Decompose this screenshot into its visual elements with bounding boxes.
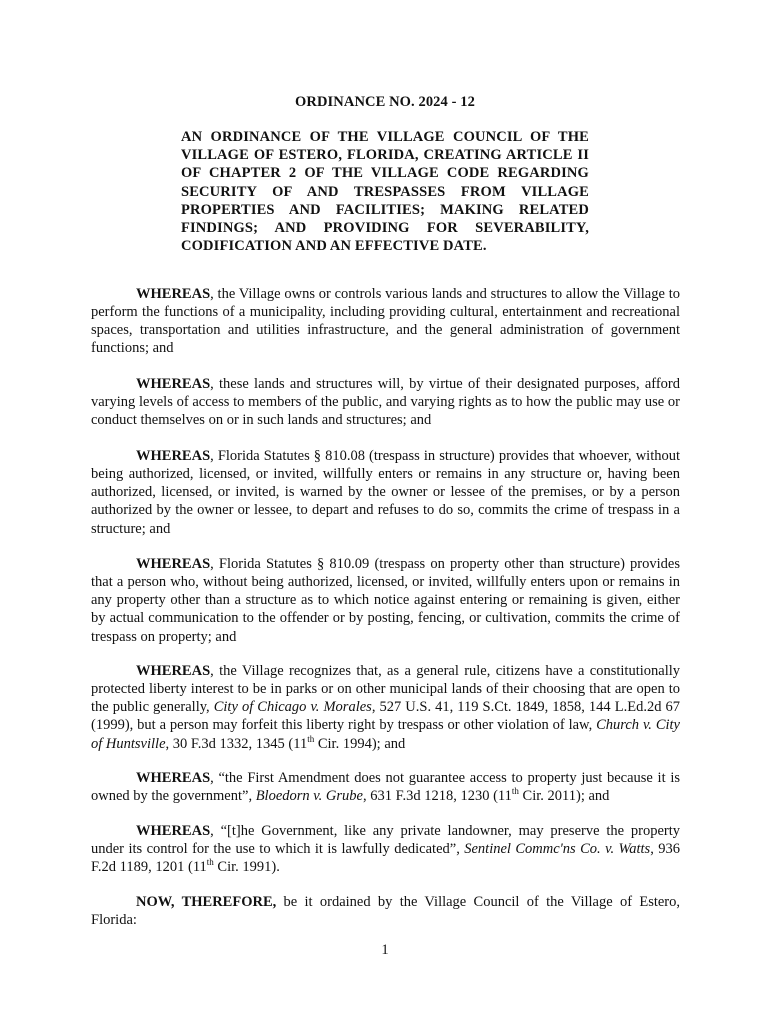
recital-paragraph-3: [91, 447, 680, 538]
ordaining-lead: NOW, THEREFORE,: [136, 893, 277, 910]
recital-text: Cir. 1994); and: [314, 735, 406, 752]
recital-paragraph-4: [91, 555, 680, 646]
recital-lead: WHEREAS: [136, 662, 211, 679]
recital-text: , 30 F.3d 1332, 1345 (11: [165, 735, 308, 752]
recital-text: , the Village recognizes that, as a general rule, citizens have a constitutionally protected liberty interest to be in parks or on other municipal lands of their choosing that are open to the public generally,: [91, 662, 680, 716]
recital-text: , the Village owns or controls various lands and structures to allow the Village to perform the functions of a municipality, including providing cultural, entertainment and recreational spaces, transportation and utilities infrastructure, and the general administration of government functions; and: [91, 285, 680, 357]
recital-text: , these lands and structures will, by virtue of their designated purposes, afford varying levels of access to members of the public, and varying rights as to how the public may use or conduct themselves on or in such lands and structures; and: [91, 375, 680, 429]
recital-paragraph-1: [91, 285, 680, 358]
ordinance-title: AN ORDINANCE OF THE VILLAGE COUNCIL OF THE VILLAGE OF ESTERO, FLORIDA, CREATING ARTICLE II OF CHAPTER 2 OF THE VILLAGE CODE REGARDING SECURITY OF AND TRESPASSES FROM VILLAGE PROPERTIES AND FACILITIES; MAKING RELATED FINDINGS; AND PROVIDING FOR SEVERABILITY, CODIFICATION AND AN EFFECTIVE DATE.: [181, 129, 589, 255]
ordinal-suffix: th: [206, 857, 214, 868]
recital-paragraph-6: [91, 769, 680, 806]
ordinance-number: ORDINANCE NO. 2024 - 12: [295, 94, 475, 110]
ordinal-suffix: th: [511, 785, 519, 796]
recital-lead: WHEREAS: [136, 375, 211, 392]
case-citation: Church v. City of Huntsville: [91, 717, 680, 752]
recital-text: Cir. 2011); and: [518, 787, 610, 804]
recital-paragraph-7: [91, 822, 680, 877]
case-citation: Bloedorn v. Grube: [255, 787, 363, 804]
recital-text: , “the First Amendment does not guarantee access to property just because it is owned by the government”,: [91, 769, 680, 804]
recital-text: Cir. 1991).: [213, 859, 280, 876]
case-citation: City of Chicago v. Morales: [213, 699, 372, 716]
ordinal-suffix: th: [307, 733, 315, 744]
ordaining-paragraph: [91, 893, 680, 930]
recital-lead: WHEREAS: [136, 822, 211, 839]
case-citation: Sentinel Commc'ns Co. v. Watts: [464, 840, 651, 857]
recital-lead: WHEREAS: [136, 447, 211, 464]
recital-lead: WHEREAS: [136, 769, 211, 786]
ordaining-text: be it ordained by the Village Council of the Village of Estero, Florida:: [91, 893, 681, 928]
recital-text: , 631 F.3d 1218, 1230 (11: [362, 787, 512, 804]
recital-text: , “[t]he Government, like any private landowner, may preserve the property under its control for the use to which it is lawfully dedicated”,: [91, 822, 680, 857]
recital-text: , 527 U.S. 41, 119 S.Ct. 1849, 1858, 144 L.Ed.2d 67 (1999), but a person may forfeit this liberty right by trespass or other violation of law,: [91, 699, 680, 734]
recital-lead: WHEREAS: [136, 285, 211, 302]
recital-paragraph-5: [91, 662, 680, 753]
recital-paragraph-2: [91, 375, 680, 430]
recital-text: , Florida Statutes § 810.08 (trespass in structure) provides that whoever, without being authorized, licensed, or invited, willfully enters or remains in any structure or, having been authorized, licensed, or invited, is warned by the owner or lessee of the premises, or by a person authorized by the owner or lessee, to depart and refuses to do so, commits the crime of trespass in a structure; and: [91, 447, 680, 537]
recital-text: , Florida Statutes § 810.09 (trespass on property other than structure) provides that a person who, without being authorized, licensed, or invited, willfully enters upon or remains in any property other than a structure as to which notice against entering or remaining is given, either by actual communication to the offender or by posting, fencing, or cultivation, commits the crime of trespass on property; and: [91, 555, 680, 645]
recital-text: , 936 F.2d 1189, 1201 (11: [91, 840, 681, 876]
recital-lead: WHEREAS: [136, 555, 211, 572]
page-number: 1: [381, 942, 389, 958]
